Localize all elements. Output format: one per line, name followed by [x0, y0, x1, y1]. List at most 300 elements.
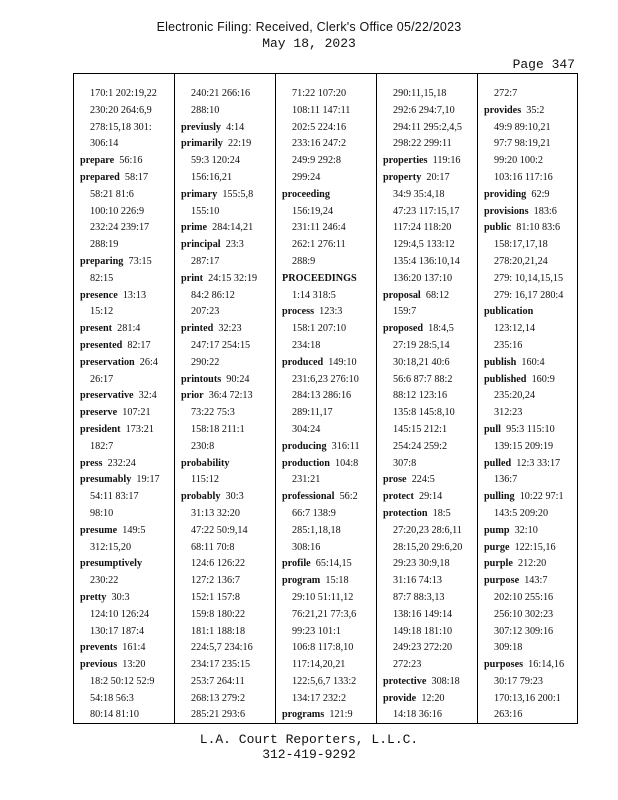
index-entry — [80, 523, 170, 557]
page-line-refs: 76:21,21 77:3,6 — [292, 608, 357, 620]
index-line — [484, 120, 573, 137]
index-line — [181, 506, 271, 523]
index-line — [181, 590, 271, 607]
index-line — [282, 204, 372, 221]
index-line — [181, 456, 271, 473]
index-term: presume — [80, 524, 118, 536]
index-line — [383, 439, 473, 456]
index-line — [282, 372, 372, 389]
index-entry — [80, 422, 170, 456]
index-line — [181, 372, 271, 389]
page-line-refs: 170:1 202:19,22 — [90, 88, 157, 99]
index-term: protection — [383, 507, 428, 519]
page-line-refs: 294:11 295:2,4,5 — [393, 121, 462, 133]
index-line — [80, 237, 170, 254]
index-term: probably — [181, 491, 221, 503]
index-line — [80, 170, 170, 187]
index-line — [80, 590, 170, 607]
page-line-refs: 158:17,17,18 — [494, 239, 548, 251]
page-line-refs: 284:14,21 — [212, 222, 254, 234]
index-line — [282, 657, 372, 674]
index-term: prose — [383, 474, 407, 486]
index-line — [282, 321, 372, 338]
index-term: properties — [383, 155, 428, 167]
index-entry — [282, 489, 372, 556]
index-entry — [181, 136, 271, 186]
index-line — [181, 187, 271, 204]
index-entry — [484, 372, 573, 422]
page-line-refs: 32:10 — [514, 524, 538, 536]
index-line — [80, 523, 170, 540]
page-line-refs: 231:6,23 276:10 — [292, 373, 359, 385]
page-line-refs: 254:24 259:2 — [393, 440, 448, 452]
index-line — [383, 556, 473, 573]
index-term: prevents — [80, 642, 118, 654]
index-entry — [383, 170, 473, 288]
index-line — [383, 388, 473, 405]
word-index-table — [73, 73, 578, 724]
index-line — [181, 136, 271, 153]
page-line-refs: 173:21 — [125, 423, 154, 435]
page-line-refs: 149:18 181:10 — [393, 625, 453, 637]
index-term: prepare — [80, 155, 115, 167]
index-line — [282, 439, 372, 456]
index-line — [80, 472, 170, 489]
page-line-refs: 80:14 81:10 — [90, 709, 139, 721]
index-line — [80, 422, 170, 439]
page-line-refs: 47:22 50:9,14 — [191, 524, 248, 536]
index-entry — [80, 556, 170, 590]
index-entry — [282, 187, 372, 271]
index-term: pull — [484, 423, 501, 435]
page-line-refs: 307:12 309:16 — [494, 625, 554, 637]
page-line-refs: 58:21 81:6 — [90, 188, 134, 200]
index-term: publication — [484, 306, 534, 318]
page-line-refs: 127:2 136:7 — [191, 575, 240, 587]
index-line — [484, 136, 573, 153]
page-line-refs: 20:17 — [426, 171, 450, 183]
index-line — [80, 556, 170, 573]
index-line — [181, 220, 271, 237]
page-line-refs: 263:16 — [494, 709, 523, 721]
index-entry — [383, 472, 473, 489]
index-line — [80, 456, 170, 473]
index-line — [80, 304, 170, 321]
index-term: print — [181, 272, 204, 284]
index-term: pulling — [484, 491, 515, 503]
page-line-refs: 84:2 86:12 — [191, 289, 235, 301]
index-line — [80, 136, 170, 153]
index-line — [282, 86, 372, 103]
page-line-refs: 103:16 117:16 — [494, 171, 553, 183]
index-line — [383, 691, 473, 708]
page-line-refs: 249:9 292:8 — [292, 155, 341, 167]
index-term: proposed — [383, 323, 424, 335]
index-entry — [80, 153, 170, 170]
page-line-refs: 308:16 — [292, 541, 321, 553]
page-line-refs: 15:18 — [325, 575, 349, 587]
index-line — [181, 674, 271, 691]
page-line-refs: 136:7 — [494, 474, 518, 486]
page-line-refs: 30:18,21 40:6 — [393, 356, 450, 368]
index-term: professional — [282, 491, 335, 503]
page-line-refs: 312:23 — [494, 407, 523, 419]
index-term: presence — [80, 289, 118, 301]
index-line — [181, 489, 271, 506]
page-line-refs: 106:8 117:8,10 — [292, 642, 354, 654]
index-entry — [282, 86, 372, 187]
index-entry — [484, 86, 573, 103]
index-line — [383, 355, 473, 372]
page-line-refs: 262:1 276:11 — [292, 239, 346, 251]
index-entry — [80, 170, 170, 254]
index-term: producing — [282, 440, 327, 452]
index-entry — [181, 372, 271, 389]
index-term: present — [80, 323, 113, 335]
index-line — [383, 204, 473, 221]
page-line-refs: 170:13,16 200:1 — [494, 692, 561, 704]
page-line-refs: 287:17 — [191, 255, 220, 267]
index-entry — [181, 86, 271, 120]
page-line-refs: 231:21 — [292, 474, 321, 486]
index-line — [484, 691, 573, 708]
index-entry — [80, 288, 170, 322]
index-term: printed — [181, 323, 214, 335]
index-entry — [181, 321, 271, 371]
page-line-refs: 233:16 247:2 — [292, 138, 347, 150]
page-line-refs: 124:6 126:22 — [191, 558, 246, 570]
page-line-refs: 16:14,16 — [528, 659, 565, 671]
index-term: preservative — [80, 390, 134, 402]
page-line-refs: 212:20 — [517, 558, 547, 570]
page-line-refs: 35:2 — [526, 104, 545, 116]
index-line — [383, 422, 473, 439]
index-entry — [484, 657, 573, 723]
index-entry — [282, 439, 372, 456]
page-line-refs: 224:5 — [411, 474, 435, 486]
index-entry — [484, 573, 573, 657]
index-term: previous — [80, 659, 118, 671]
page-line-refs: 256:10 302:23 — [494, 608, 554, 620]
page-line-refs: 155:10 — [191, 205, 220, 217]
page-line-refs: 207:23 — [191, 306, 220, 318]
index-line — [80, 372, 170, 389]
index-line — [484, 556, 573, 573]
page-line-refs: 47:23 117:15,17 — [393, 205, 460, 217]
index-line — [80, 405, 170, 422]
index-line — [181, 86, 271, 103]
index-line — [484, 153, 573, 170]
index-entry — [80, 657, 170, 723]
page-line-refs: 234:18 — [292, 339, 321, 351]
index-line — [383, 506, 473, 523]
index-line — [80, 607, 170, 624]
index-entry — [383, 489, 473, 506]
index-line — [383, 288, 473, 305]
index-line — [80, 674, 170, 691]
index-line — [383, 657, 473, 674]
index-line — [484, 573, 573, 590]
index-line — [181, 691, 271, 708]
page-line-refs: 298:22 299:11 — [393, 138, 452, 150]
page-line-refs: 121:9 — [329, 709, 353, 721]
index-term: pretty — [80, 591, 107, 603]
index-line — [282, 640, 372, 657]
page-line-refs: 124:10 126:24 — [90, 608, 150, 620]
page-line-refs: 202:10 255:16 — [494, 591, 554, 603]
index-term: proceeding — [282, 188, 330, 200]
page-line-refs: 240:21 266:16 — [191, 88, 251, 99]
index-line — [282, 607, 372, 624]
page-line-refs: 122:15,16 — [514, 541, 556, 553]
page-line-refs: 289:11,17 — [292, 407, 333, 419]
index-column-5 — [478, 74, 577, 723]
index-entry — [80, 86, 170, 153]
page-line-refs: 97:7 98:19,21 — [494, 138, 551, 150]
index-line — [383, 640, 473, 657]
page-line-refs: 299:24 — [292, 171, 321, 183]
index-line — [282, 624, 372, 641]
page-line-refs: 149:10 — [328, 356, 357, 368]
index-term: president — [80, 423, 121, 435]
index-line — [80, 120, 170, 137]
page-line-refs: 115:12 — [191, 474, 219, 486]
page-line-refs: 288:9 — [292, 255, 316, 267]
index-line — [484, 288, 573, 305]
index-line — [181, 624, 271, 641]
page-line-refs: 312:15,20 — [90, 541, 132, 553]
page-line-refs: 100:10 226:9 — [90, 205, 145, 217]
index-entry — [383, 86, 473, 153]
page-line-refs: 62:9 — [531, 188, 550, 200]
index-term: process — [282, 306, 315, 318]
index-line — [80, 103, 170, 120]
index-line — [383, 338, 473, 355]
page-line-refs: 31:16 74:13 — [393, 575, 442, 587]
index-entry — [484, 103, 573, 187]
index-line — [484, 304, 573, 321]
page-line-refs: 158:1 207:10 — [292, 323, 347, 335]
index-line — [181, 388, 271, 405]
page-line-refs: 182:7 — [90, 440, 114, 452]
index-line — [383, 321, 473, 338]
index-term: providing — [484, 188, 527, 200]
index-entry — [181, 388, 271, 455]
index-term: prime — [181, 222, 208, 234]
page-line-refs: 134:17 232:2 — [292, 692, 347, 704]
index-line — [80, 204, 170, 221]
page-line-refs: 12:20 — [421, 692, 445, 704]
page-line-refs: 10:22 97:1 — [519, 491, 564, 503]
index-term: published — [484, 373, 527, 385]
index-line — [282, 388, 372, 405]
page-line-refs: 32:23 — [218, 323, 242, 335]
page-line-refs: 152:1 157:8 — [191, 591, 240, 603]
page-line-refs: 308:18 — [431, 675, 460, 687]
index-line — [282, 674, 372, 691]
index-line — [282, 338, 372, 355]
page-line-refs: 306:14 — [90, 138, 119, 150]
page-line-refs: 81:10 83:6 — [516, 222, 561, 234]
index-line — [383, 254, 473, 271]
index-line — [181, 640, 271, 657]
page-line-refs: 135:8 145:8,10 — [393, 407, 455, 419]
index-term: purpose — [484, 575, 520, 587]
page-line-refs: 143:7 — [524, 575, 548, 587]
index-entry — [80, 388, 170, 405]
index-line — [282, 304, 372, 321]
index-term: press — [80, 457, 103, 469]
page-line-refs: 73:22 75:3 — [191, 407, 235, 419]
page-line-refs: 117:24 118:20 — [393, 222, 452, 234]
page-line-refs: 30:3 — [111, 591, 130, 603]
index-line — [383, 456, 473, 473]
index-line — [282, 170, 372, 187]
page-line-refs: 54:11 83:17 — [90, 491, 139, 503]
page-line-refs: 279: 16,17 280:4 — [494, 289, 564, 301]
index-line — [80, 640, 170, 657]
index-line — [80, 153, 170, 170]
index-line — [80, 86, 170, 103]
index-line — [484, 624, 573, 641]
index-term: primary — [181, 188, 218, 200]
index-term: pulled — [484, 457, 512, 469]
index-entry — [181, 220, 271, 237]
index-line — [383, 220, 473, 237]
index-line — [383, 136, 473, 153]
page-line-refs: 284:13 286:16 — [292, 390, 352, 402]
index-line — [484, 640, 573, 657]
page-line-refs: 309:18 — [494, 642, 523, 654]
index-entry — [484, 422, 573, 456]
page-line-refs: 145:15 212:1 — [393, 423, 448, 435]
index-line — [484, 86, 573, 103]
index-entry — [484, 540, 573, 557]
index-line — [80, 271, 170, 288]
index-line — [383, 120, 473, 137]
index-line — [484, 338, 573, 355]
index-term: printouts — [181, 373, 222, 385]
page-line-refs: 272:23 — [393, 659, 422, 671]
index-term: purple — [484, 558, 513, 570]
page-line-refs: 59:3 120:24 — [191, 155, 240, 167]
index-entry — [80, 456, 170, 473]
transcript-date: May 18, 2023 — [262, 36, 356, 51]
page-line-refs: 56:16 — [119, 155, 143, 167]
index-line — [484, 388, 573, 405]
index-line — [80, 691, 170, 708]
index-line — [383, 590, 473, 607]
index-line — [181, 338, 271, 355]
index-entry — [282, 556, 372, 573]
page-line-refs: 235:16 — [494, 339, 523, 351]
page-line-refs: 249:23 272:20 — [393, 642, 453, 654]
page-line-refs: 104:8 — [335, 457, 359, 469]
page-line-refs: 107:21 — [122, 407, 151, 419]
index-line — [282, 220, 372, 237]
page-line-refs: 230:20 264:6,9 — [90, 104, 152, 116]
page-line-refs: 247:17 254:15 — [191, 339, 251, 351]
page-line-refs: 56:6 87:7 88:2 — [393, 373, 453, 385]
index-line — [282, 237, 372, 254]
page-line-refs: 161:4 — [122, 642, 146, 654]
page-line-refs: 292:6 294:7,10 — [393, 104, 455, 116]
index-line — [282, 590, 372, 607]
index-term: primarily — [181, 138, 223, 150]
index-line — [484, 271, 573, 288]
index-entry — [282, 573, 372, 707]
index-line — [80, 624, 170, 641]
page-line-refs: 30:3 — [225, 491, 244, 503]
index-entry — [282, 271, 372, 305]
page-line-refs: 119:16 — [432, 155, 461, 167]
index-entry — [484, 204, 573, 221]
index-line — [282, 153, 372, 170]
index-line — [484, 657, 573, 674]
index-entry — [181, 187, 271, 221]
page-line-refs: 160:9 — [531, 373, 555, 385]
index-line — [484, 489, 573, 506]
page-line-refs: 58:17 — [124, 171, 149, 183]
index-line — [282, 120, 372, 137]
page-line-refs: 160:4 — [521, 356, 545, 368]
index-line — [383, 674, 473, 691]
index-line — [181, 355, 271, 372]
index-line — [80, 338, 170, 355]
index-line — [383, 489, 473, 506]
index-line — [484, 506, 573, 523]
index-line — [383, 405, 473, 422]
page-line-refs: 26:4 — [139, 356, 158, 368]
page-line-refs: 202:5 224:16 — [292, 121, 347, 133]
index-line — [282, 355, 372, 372]
index-line — [282, 271, 372, 288]
index-term: property — [383, 171, 422, 183]
index-line — [282, 288, 372, 305]
page-line-refs: 31:13 32:20 — [191, 507, 240, 519]
page-line-refs: 32:4 — [138, 390, 157, 402]
page-line-refs: 278:15,18 301: — [90, 121, 152, 133]
index-line — [181, 707, 271, 723]
page-line-refs: 30:17 79:23 — [494, 675, 543, 687]
index-line — [80, 220, 170, 237]
reporter-phone: 312-419-9292 — [262, 747, 356, 762]
index-line — [181, 540, 271, 557]
page-line-refs: 13:13 — [122, 289, 147, 301]
index-line — [181, 439, 271, 456]
index-entry — [484, 523, 573, 540]
index-entry — [181, 271, 271, 321]
index-line — [282, 456, 372, 473]
index-line — [282, 103, 372, 120]
index-term: program — [282, 575, 321, 587]
index-term: profile — [282, 558, 311, 570]
index-term: public — [484, 222, 512, 234]
index-line — [181, 405, 271, 422]
index-entry — [282, 355, 372, 439]
index-term: provide — [383, 692, 417, 704]
page-line-refs: 230:22 — [90, 575, 119, 587]
index-line — [80, 439, 170, 456]
index-line — [282, 573, 372, 590]
index-entry — [484, 220, 573, 304]
page-line-refs: 24:15 32:19 — [208, 272, 258, 284]
page-line-refs: 123:12,14 — [494, 323, 536, 335]
index-line — [484, 590, 573, 607]
page-line-refs: 26:17 — [90, 373, 114, 385]
page-line-refs: 18:5 — [432, 507, 451, 519]
index-line — [181, 288, 271, 305]
